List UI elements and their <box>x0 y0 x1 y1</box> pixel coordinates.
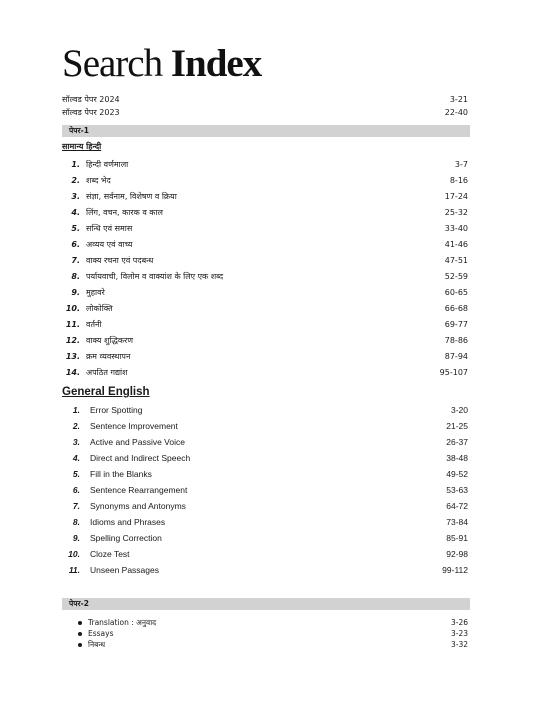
item-number: 12. <box>65 336 80 345</box>
list-item[interactable] <box>0 365 546 381</box>
item-label: वाक्य शुद्धिकरण <box>86 336 134 345</box>
item-label: Idioms and Phrases <box>90 517 166 527</box>
item-pages: 8-16 <box>449 176 468 185</box>
title-search: Search <box>62 42 163 85</box>
list-item[interactable] <box>0 562 546 578</box>
list-item[interactable] <box>0 402 546 418</box>
item-number: 5. <box>72 469 80 479</box>
item-pages: 99-112 <box>442 565 468 575</box>
paper2-heading: पेपर-2 <box>69 599 89 608</box>
item-number: 13. <box>65 352 80 361</box>
list-item[interactable] <box>0 418 546 434</box>
item-label: अपठित गद्यांश <box>86 368 128 377</box>
list-item[interactable] <box>0 333 546 349</box>
list-item[interactable] <box>0 189 546 205</box>
list-item[interactable] <box>0 253 546 269</box>
item-number: 9. <box>71 288 80 297</box>
paper1-header <box>62 125 470 137</box>
item-number: 10. <box>68 549 80 559</box>
item-label: लिंग, वचन, कारक व काल <box>86 208 163 217</box>
item-label: Direct and Indirect Speech <box>90 453 191 463</box>
item-pages: 3-20 <box>450 405 468 415</box>
page-title <box>62 40 261 88</box>
item-pages: 21-25 <box>446 421 468 431</box>
item-label: हिन्दी वर्णमाला <box>86 160 129 169</box>
item-number: 6. <box>71 240 80 249</box>
item-number: 7. <box>72 501 80 511</box>
item-label: संज्ञा, सर्वनाम, विशेषण व क्रिया <box>86 192 177 201</box>
solved-paper-pages: 3-21 <box>449 95 468 104</box>
item-pages: 53-63 <box>446 485 468 495</box>
list-item[interactable] <box>0 317 546 333</box>
item-pages: 69-77 <box>444 320 468 329</box>
item-number: 1. <box>72 405 80 415</box>
item-pages: 73-84 <box>446 517 468 527</box>
item-number: 4. <box>71 208 80 217</box>
item-number: 8. <box>71 272 80 281</box>
item-pages: 85-91 <box>446 533 468 543</box>
item-label: वर्तनी <box>86 320 102 329</box>
item-pages: 64-72 <box>446 501 468 511</box>
list-item[interactable] <box>0 514 546 530</box>
item-label: Essays <box>88 629 114 638</box>
item-number: 14. <box>65 368 80 377</box>
list-item[interactable] <box>0 301 546 317</box>
item-pages: 60-65 <box>444 288 468 297</box>
item-number: 1. <box>71 160 80 169</box>
list-item[interactable] <box>0 617 546 628</box>
list-item[interactable] <box>0 157 546 173</box>
item-pages: 38-48 <box>446 453 468 463</box>
item-label: शब्द भेद <box>86 176 111 185</box>
item-label: मुहावरे <box>86 288 105 297</box>
item-number: 10. <box>65 304 80 313</box>
list-item[interactable] <box>0 173 546 189</box>
item-number: 6. <box>72 485 80 495</box>
list-item[interactable] <box>0 269 546 285</box>
item-pages: 49-52 <box>446 469 468 479</box>
item-label: Fill in the Blanks <box>90 469 152 479</box>
item-label: लोकोक्ति <box>86 304 113 313</box>
item-pages: 3-26 <box>450 618 468 627</box>
item-number: 11. <box>68 565 80 575</box>
list-item[interactable] <box>0 221 546 237</box>
item-pages: 33-40 <box>444 224 468 233</box>
item-number: 3. <box>72 437 80 447</box>
list-item[interactable] <box>0 450 546 466</box>
solved-paper-row[interactable] <box>0 105 546 121</box>
item-label: Spelling Correction <box>90 533 162 543</box>
list-item[interactable] <box>0 434 546 450</box>
item-label: Sentence Rearrangement <box>90 485 188 495</box>
item-pages: 52-59 <box>444 272 468 281</box>
item-pages: 47-51 <box>444 256 468 265</box>
item-pages: 3-23 <box>450 629 468 638</box>
item-pages: 87-94 <box>444 352 468 361</box>
item-pages: 3-7 <box>454 160 468 169</box>
item-label: सन्धि एवं समास <box>86 224 133 233</box>
paper2-header <box>62 598 470 610</box>
item-number: 7. <box>71 256 80 265</box>
item-pages: 3-32 <box>450 640 468 649</box>
item-label: अव्यय एवं वाच्य <box>86 240 133 249</box>
list-item[interactable] <box>0 639 546 650</box>
item-label: Synonyms and Antonyms <box>90 501 186 511</box>
bullet-icon <box>78 643 82 647</box>
item-number: 4. <box>72 453 80 463</box>
list-item[interactable] <box>0 546 546 562</box>
solved-paper-pages: 22-40 <box>444 108 468 117</box>
item-pages: 41-46 <box>444 240 468 249</box>
item-label: निबन्ध <box>88 640 106 649</box>
item-label: Active and Passive Voice <box>90 437 185 447</box>
item-label: वाक्य रचना एवं पदबन्ध <box>86 256 154 265</box>
item-number: 2. <box>72 421 80 431</box>
item-pages: 92-98 <box>446 549 468 559</box>
item-pages: 78-86 <box>444 336 468 345</box>
item-label: Unseen Passages <box>90 565 159 575</box>
solved-paper-label: सॉल्वड पेपर 2023 <box>62 108 120 117</box>
item-number: 5. <box>71 224 80 233</box>
item-label: पर्यायवाची, विलोम व वाक्यांश के लिए एक शब्द <box>86 272 224 281</box>
item-label: Translation : अनुवाद <box>88 618 157 627</box>
list-item[interactable] <box>0 285 546 301</box>
title-index: Index <box>170 42 262 85</box>
list-item[interactable] <box>0 349 546 365</box>
list-item[interactable] <box>0 237 546 253</box>
bullet-icon <box>78 632 82 636</box>
item-number: 8. <box>72 517 80 527</box>
list-item[interactable] <box>0 482 546 498</box>
solved-paper-label: सॉल्वड पेपर 2024 <box>62 95 120 104</box>
item-label: Sentence Improvement <box>90 421 178 431</box>
item-label: Cloze Test <box>90 549 130 559</box>
list-item[interactable] <box>0 498 546 514</box>
hindi-section-heading: सामान्य हिन्दी <box>62 142 102 151</box>
item-label: Error Spotting <box>90 405 143 415</box>
item-number: 3. <box>71 192 80 201</box>
item-pages: 17-24 <box>444 192 468 201</box>
english-section-heading: General English <box>62 386 150 398</box>
item-pages: 25-32 <box>444 208 468 217</box>
item-number: 9. <box>72 533 80 543</box>
paper1-heading: पेपर-1 <box>69 126 89 135</box>
item-label: क्रम व्यवस्थापन <box>86 352 131 361</box>
list-item[interactable] <box>0 466 546 482</box>
item-pages: 66-68 <box>444 304 468 313</box>
item-number: 11. <box>65 320 80 329</box>
list-item[interactable] <box>0 530 546 546</box>
list-item[interactable] <box>0 205 546 221</box>
bullet-icon <box>78 621 82 625</box>
list-item[interactable] <box>0 628 546 639</box>
item-pages: 95-107 <box>439 368 468 377</box>
item-number: 2. <box>71 176 80 185</box>
item-pages: 26-37 <box>446 437 468 447</box>
